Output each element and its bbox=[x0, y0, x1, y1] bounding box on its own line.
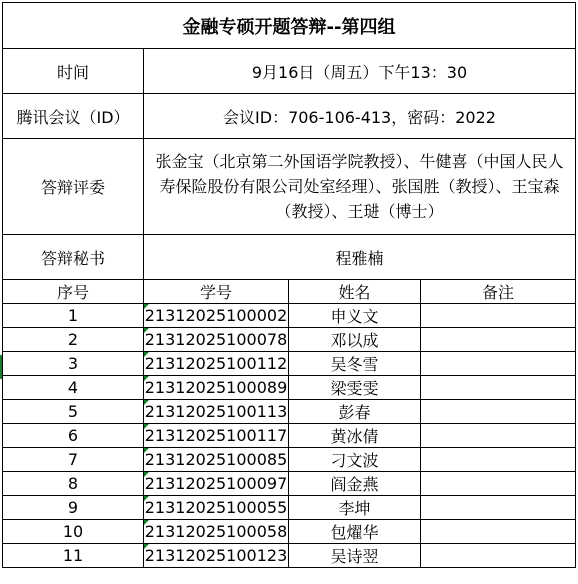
panel-text: 张金宝（北京第二外国语学院教授）、牛健喜（中国人民人寿保险股份有限公司处室经理）、张国胜（教授）、王宝森（教授）、王琎（博士） bbox=[155, 152, 564, 221]
page-title: 金融专硕开题答辩--第四组 bbox=[3, 3, 576, 49]
note-cell[interactable] bbox=[421, 328, 576, 352]
table-row bbox=[3, 352, 576, 376]
schedule-table bbox=[2, 2, 576, 568]
row-number-cell[interactable]: 9 bbox=[3, 496, 144, 520]
row-number-cell[interactable]: 2 bbox=[3, 328, 144, 352]
panel-label: 答辩评委 bbox=[3, 139, 144, 235]
table-row bbox=[3, 304, 576, 328]
row-number-cell[interactable]: 10 bbox=[3, 520, 144, 544]
student-id-cell[interactable]: 21312025100085 bbox=[144, 448, 289, 472]
student-id-cell[interactable]: 21312025100055 bbox=[144, 496, 289, 520]
row-number-cell[interactable]: 4 bbox=[3, 376, 144, 400]
student-name-cell[interactable]: 吴诗翌 bbox=[289, 544, 421, 568]
note-cell[interactable] bbox=[421, 496, 576, 520]
table-row bbox=[3, 376, 576, 400]
student-id-cell[interactable]: 21312025100089 bbox=[144, 376, 289, 400]
student-id-cell[interactable]: 21312025100058 bbox=[144, 520, 289, 544]
student-name-cell[interactable]: 吴冬雪 bbox=[289, 352, 421, 376]
table-row bbox=[3, 400, 576, 424]
student-name-cell[interactable]: 刁文波 bbox=[289, 448, 421, 472]
note-cell[interactable] bbox=[421, 448, 576, 472]
column-header-id: 学号 bbox=[144, 280, 289, 304]
student-name-cell[interactable]: 邓以成 bbox=[289, 328, 421, 352]
note-cell[interactable] bbox=[421, 544, 576, 568]
student-id-cell[interactable]: 21312025100112 bbox=[144, 352, 289, 376]
row-number-cell[interactable]: 1 bbox=[3, 304, 144, 328]
secretary-label: 答辩秘书 bbox=[3, 235, 144, 280]
row-number-cell[interactable]: 5 bbox=[3, 400, 144, 424]
student-name-cell[interactable]: 梁雯雯 bbox=[289, 376, 421, 400]
note-cell[interactable] bbox=[421, 400, 576, 424]
column-header-name: 姓名 bbox=[289, 280, 421, 304]
secretary-value: 程雅楠 bbox=[144, 235, 576, 280]
meeting-value: 会议ID：706-106-413，密码：2022 bbox=[144, 94, 576, 139]
row-number-cell[interactable]: 7 bbox=[3, 448, 144, 472]
student-id-cell[interactable]: 21312025100113 bbox=[144, 400, 289, 424]
note-cell[interactable] bbox=[421, 304, 576, 328]
row-number-cell[interactable]: 6 bbox=[3, 424, 144, 448]
student-id-cell[interactable]: 21312025100097 bbox=[144, 472, 289, 496]
student-id-cell[interactable]: 21312025100002 bbox=[144, 304, 289, 328]
time-label: 时间 bbox=[3, 49, 144, 94]
row-number-cell[interactable]: 3 bbox=[3, 352, 144, 376]
student-id-cell[interactable]: 21312025100117 bbox=[144, 424, 289, 448]
note-cell[interactable] bbox=[421, 352, 576, 376]
student-name-cell[interactable]: 申义文 bbox=[289, 304, 421, 328]
row-number-cell[interactable]: 8 bbox=[3, 472, 144, 496]
table-row bbox=[3, 424, 576, 448]
table-row bbox=[3, 496, 576, 520]
column-header-no: 序号 bbox=[3, 280, 144, 304]
student-id-cell[interactable]: 21312025100123 bbox=[144, 544, 289, 568]
column-header-note: 备注 bbox=[421, 280, 576, 304]
table-row bbox=[3, 520, 576, 544]
student-name-cell[interactable]: 包燿华 bbox=[289, 520, 421, 544]
table-row bbox=[3, 544, 576, 568]
student-id-cell[interactable]: 21312025100078 bbox=[144, 328, 289, 352]
note-cell[interactable] bbox=[421, 520, 576, 544]
meeting-label: 腾讯会议（ID） bbox=[3, 94, 144, 139]
table-row bbox=[3, 472, 576, 496]
student-name-cell[interactable]: 黄冰倩 bbox=[289, 424, 421, 448]
panel-value bbox=[144, 139, 576, 235]
table-row bbox=[3, 448, 576, 472]
note-cell[interactable] bbox=[421, 424, 576, 448]
student-name-cell[interactable]: 阎金燕 bbox=[289, 472, 421, 496]
student-name-cell[interactable]: 李坤 bbox=[289, 496, 421, 520]
student-name-cell[interactable]: 彭春 bbox=[289, 400, 421, 424]
time-value: 9月16日（周五）下午13：30 bbox=[144, 49, 576, 94]
note-cell[interactable] bbox=[421, 376, 576, 400]
row-number-cell[interactable]: 11 bbox=[3, 544, 144, 568]
note-cell[interactable] bbox=[421, 472, 576, 496]
table-row bbox=[3, 328, 576, 352]
